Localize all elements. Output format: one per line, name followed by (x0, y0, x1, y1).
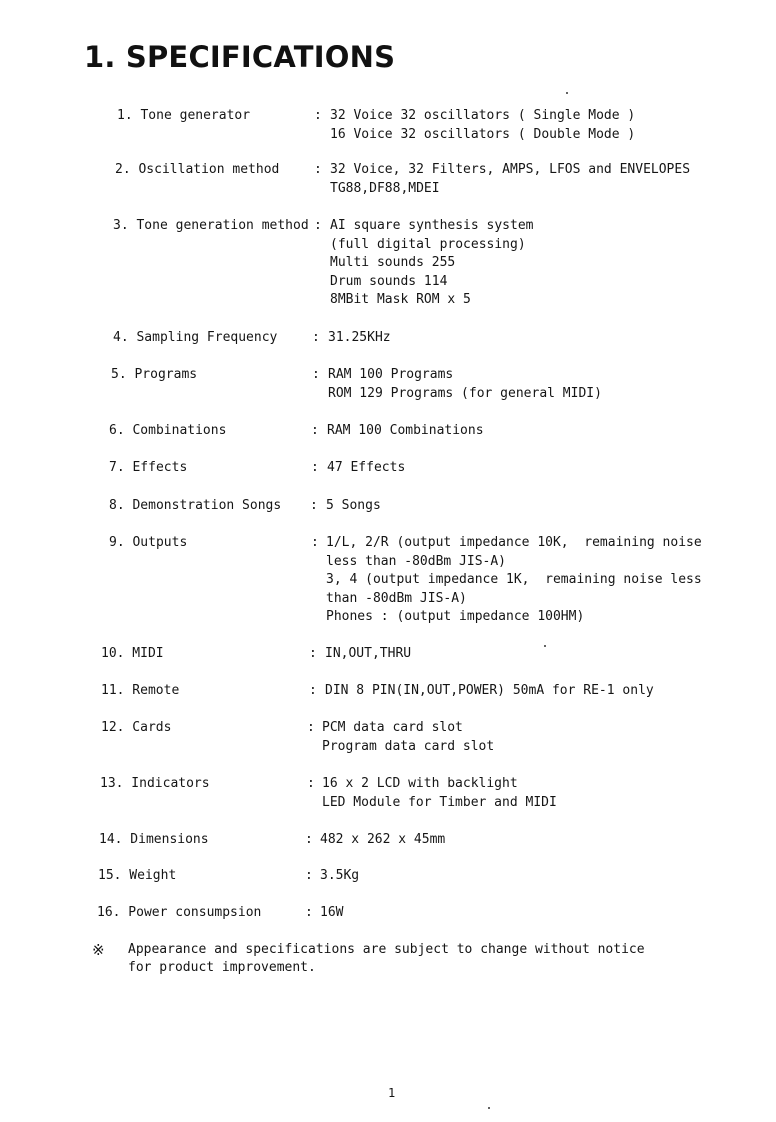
spec-label: 7. Effects (109, 460, 188, 475)
spec-label: 15. Weight (98, 868, 177, 883)
spec-separator: : (314, 218, 322, 233)
scan-speck (488, 1107, 490, 1109)
spec-value-line: ROM 129 Programs (for general MIDI) (328, 385, 602, 401)
spec-value-line: 5 Songs (326, 498, 381, 513)
spec-value-line: Drum sounds 114 (330, 273, 448, 289)
spec-separator: : (309, 646, 317, 661)
spec-values (330, 217, 534, 310)
spec-value-line: less than -80dBm JIS-A) (326, 553, 507, 569)
spec-value-line: 3, 4 (output impedance 1K, remaining noise less (326, 572, 702, 587)
spec-separator: : (314, 162, 322, 177)
spec-separator: : (307, 720, 315, 735)
spec-values (327, 422, 484, 441)
spec-value-line: 16 Voice 32 oscillators ( Double Mode ) (330, 126, 636, 142)
spec-value-line: PCM data card slot (322, 720, 463, 735)
spec-values (322, 775, 557, 812)
spec-separator: : (312, 367, 320, 382)
spec-label: 1. Tone generator (117, 108, 251, 123)
spec-separator: : (314, 108, 322, 123)
spec-separator: : (307, 776, 315, 791)
spec-value-line: 3.5Kg (320, 868, 360, 883)
spec-values (328, 366, 602, 403)
spec-value-line: AI square synthesis system (330, 218, 534, 233)
spec-values (322, 719, 494, 756)
spec-values (325, 645, 411, 664)
spec-value-line: 1/L, 2/R (output impedance 10K, remaining noise (326, 535, 702, 550)
spec-values (320, 867, 359, 886)
spec-values (327, 459, 405, 478)
spec-value-line: than -80dBm JIS-A) (326, 590, 467, 606)
spec-label: 8. Demonstration Songs (109, 498, 282, 513)
scan-speck (566, 92, 568, 94)
page-title: 1. SPECIFICATIONS (84, 40, 396, 74)
spec-value-line: 16 x 2 LCD with backlight (322, 776, 518, 791)
spec-value-line: LED Module for Timber and MIDI (322, 794, 557, 810)
spec-value-line: Phones : (output impedance 100HM) (326, 609, 585, 624)
spec-values (325, 682, 654, 701)
scan-speck (544, 645, 546, 647)
spec-values (330, 161, 690, 198)
spec-value-line: 32 Voice, 32 Filters, AMPS, LFOS and ENVELOPES (330, 162, 691, 177)
spec-label: 11. Remote (101, 683, 180, 698)
spec-separator: : (311, 423, 319, 438)
spec-separator: : (312, 330, 320, 345)
spec-label: 5. Programs (111, 367, 198, 382)
spec-separator: : (305, 868, 313, 883)
spec-separator: : (305, 905, 313, 920)
spec-value-line: TG88,DF88,MDEI (330, 180, 440, 196)
page-number: 1 (388, 1086, 396, 1100)
spec-separator: : (309, 683, 317, 698)
spec-separator: : (311, 535, 319, 550)
spec-separator: : (310, 498, 318, 513)
spec-values (328, 329, 391, 348)
spec-value-line: RAM 100 Combinations (327, 423, 484, 438)
spec-value-line: (full digital processing) (330, 236, 526, 252)
spec-values (326, 534, 702, 627)
reference-mark: ※ (92, 941, 105, 959)
spec-value-line: Program data card slot (322, 738, 495, 754)
spec-values (320, 831, 445, 850)
spec-label: 4. Sampling Frequency (113, 330, 278, 345)
spec-separator: : (305, 832, 313, 847)
spec-value-line: RAM 100 Programs (328, 367, 454, 382)
spec-values (326, 497, 381, 516)
spec-label: 16. Power consumpsion (97, 905, 262, 920)
spec-label: 6. Combinations (109, 423, 227, 438)
spec-value-line: DIN 8 PIN(IN,OUT,POWER) 50mA for RE-1 only (325, 683, 654, 698)
spec-separator: : (311, 460, 319, 475)
spec-value-line: 47 Effects (327, 460, 406, 475)
spec-value-line: 482 x 262 x 45mm (320, 832, 446, 847)
spec-label: 3. Tone generation method (113, 218, 309, 233)
spec-values (320, 904, 343, 923)
spec-value-line: 8MBit Mask ROM x 5 (330, 292, 471, 307)
spec-label: 12. Cards (101, 720, 172, 735)
note-line: Appearance and specifications are subject to change without notice (128, 942, 645, 957)
spec-values (330, 107, 635, 144)
note-line: for product improvement. (128, 960, 316, 975)
spec-value-line: Multi sounds 255 (330, 255, 456, 270)
spec-label: 10. MIDI (101, 646, 164, 661)
spec-label: 14. Dimensions (99, 832, 209, 847)
spec-value-line: 32 Voice 32 oscillators ( Single Mode ) (330, 108, 636, 123)
spec-label: 13. Indicators (100, 776, 210, 791)
spec-value-line: 31.25KHz (328, 330, 391, 345)
spec-value-line: IN,OUT,THRU (325, 646, 412, 661)
spec-label: 9. Outputs (109, 535, 188, 550)
spec-label: 2. Oscillation method (115, 162, 280, 177)
spec-value-line: 16W (320, 905, 344, 920)
